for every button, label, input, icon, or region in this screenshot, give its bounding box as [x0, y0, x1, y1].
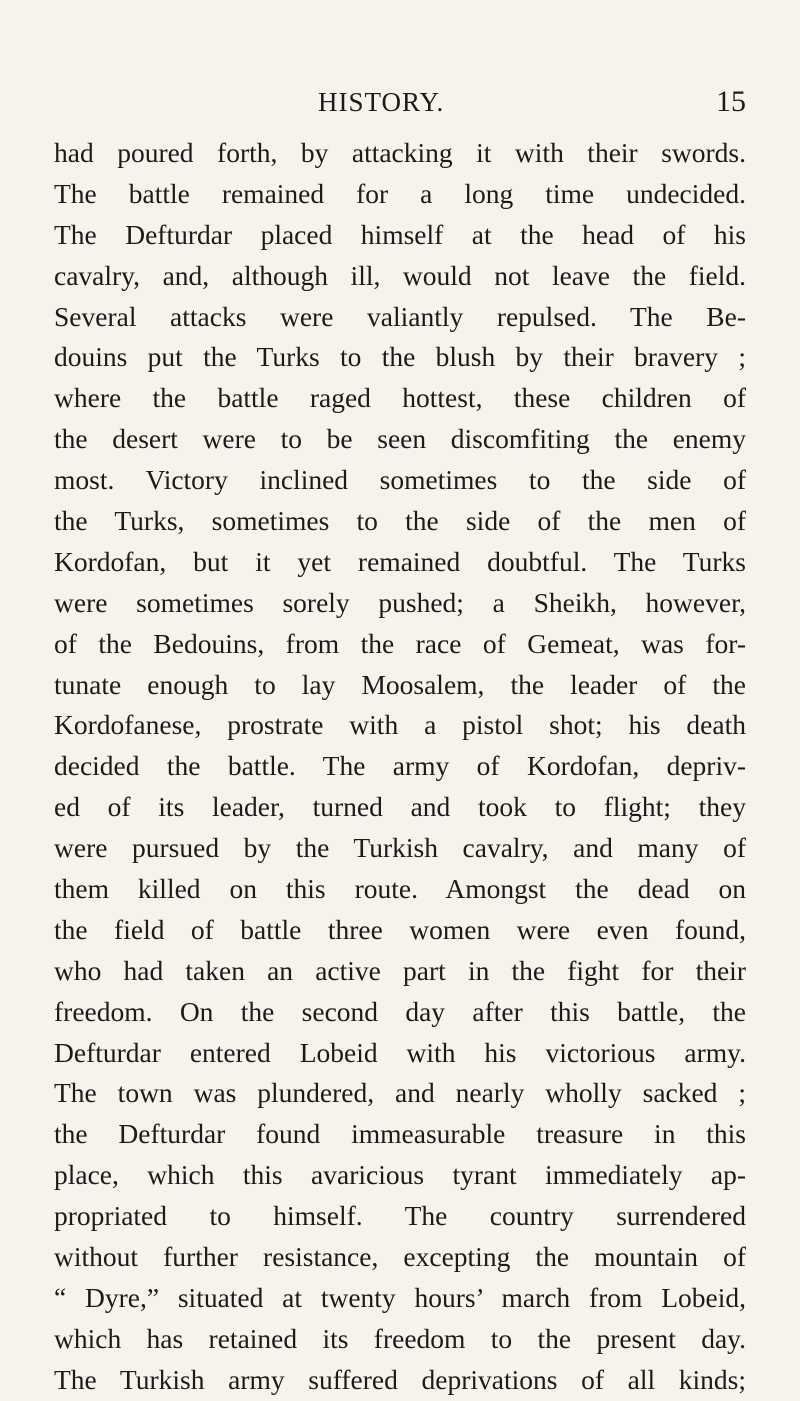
- text-line: ed of its leader, turned and took to flight; they: [54, 791, 746, 823]
- text-line: them killed on this route. Amongst the dead on: [54, 873, 746, 905]
- text-line: which has retained its freedom to the present day.: [54, 1322, 746, 1354]
- text-line: cavalry, and, although ill, would not leave the field.: [54, 259, 746, 291]
- text-line: the field of battle three women were even found,: [54, 913, 746, 945]
- text-line: douins put the Turks to the blush by their bravery ;: [54, 341, 746, 373]
- text-line: the Defturdar found immeasurable treasure in this: [54, 1118, 746, 1150]
- running-header: [0, 82, 800, 122]
- running-title: HISTORY.: [318, 87, 445, 117]
- text-line: The Turkish army suffered deprivations of all kinds;: [54, 1363, 746, 1395]
- text-line: propriated to himself. The country surrendered: [54, 1200, 746, 1232]
- text-line: had poured forth, by attacking it with their swords.: [54, 137, 746, 168]
- text-line: freedom. On the second day after this battle, the: [54, 995, 746, 1027]
- text-line: who had taken an active part in the fight for their: [54, 954, 746, 986]
- text-line: The battle remained for a long time undecided.: [54, 177, 746, 209]
- text-line: Kordofan, but it yet remained doubtful. The Turks: [54, 545, 746, 577]
- body-text: [54, 133, 746, 1401]
- text-line: of the Bedouins, from the race of Gemeat, was for-: [54, 627, 746, 659]
- text-line: The town was plundered, and nearly wholly sacked ;: [54, 1077, 746, 1109]
- text-line: The Defturdar placed himself at the head of his: [54, 218, 746, 250]
- text-line: Several attacks were valiantly repulsed. The Be-: [54, 300, 746, 332]
- text-line: were pursued by the Turkish cavalry, and many of: [54, 832, 746, 864]
- text-line: the Turks, sometimes to the side of the men of: [54, 505, 746, 537]
- text-line: tunate enough to lay Moosalem, the leader of the: [54, 668, 746, 700]
- text-line: “ Dyre,” situated at twenty hours’ march from Lobeid,: [54, 1281, 746, 1313]
- text-line: without further resistance, excepting the mountain of: [54, 1241, 746, 1273]
- text-line: Kordofanese, prostrate with a pistol shot; his death: [54, 709, 746, 741]
- text-line: Defturdar entered Lobeid with his victorious army.: [54, 1036, 746, 1068]
- text-line: decided the battle. The army of Kordofan, depriv-: [54, 750, 746, 782]
- text-line: place, which this avaricious tyrant immediately ap-: [54, 1159, 746, 1191]
- text-line: were sometimes sorely pushed; a Sheikh, however,: [54, 586, 746, 618]
- text-line: the desert were to be seen discomfiting the enemy: [54, 423, 746, 455]
- page-number: 15: [716, 85, 746, 118]
- text-line: most. Victory inclined sometimes to the side of: [54, 464, 746, 496]
- text-line: where the battle raged hottest, these children of: [54, 382, 746, 414]
